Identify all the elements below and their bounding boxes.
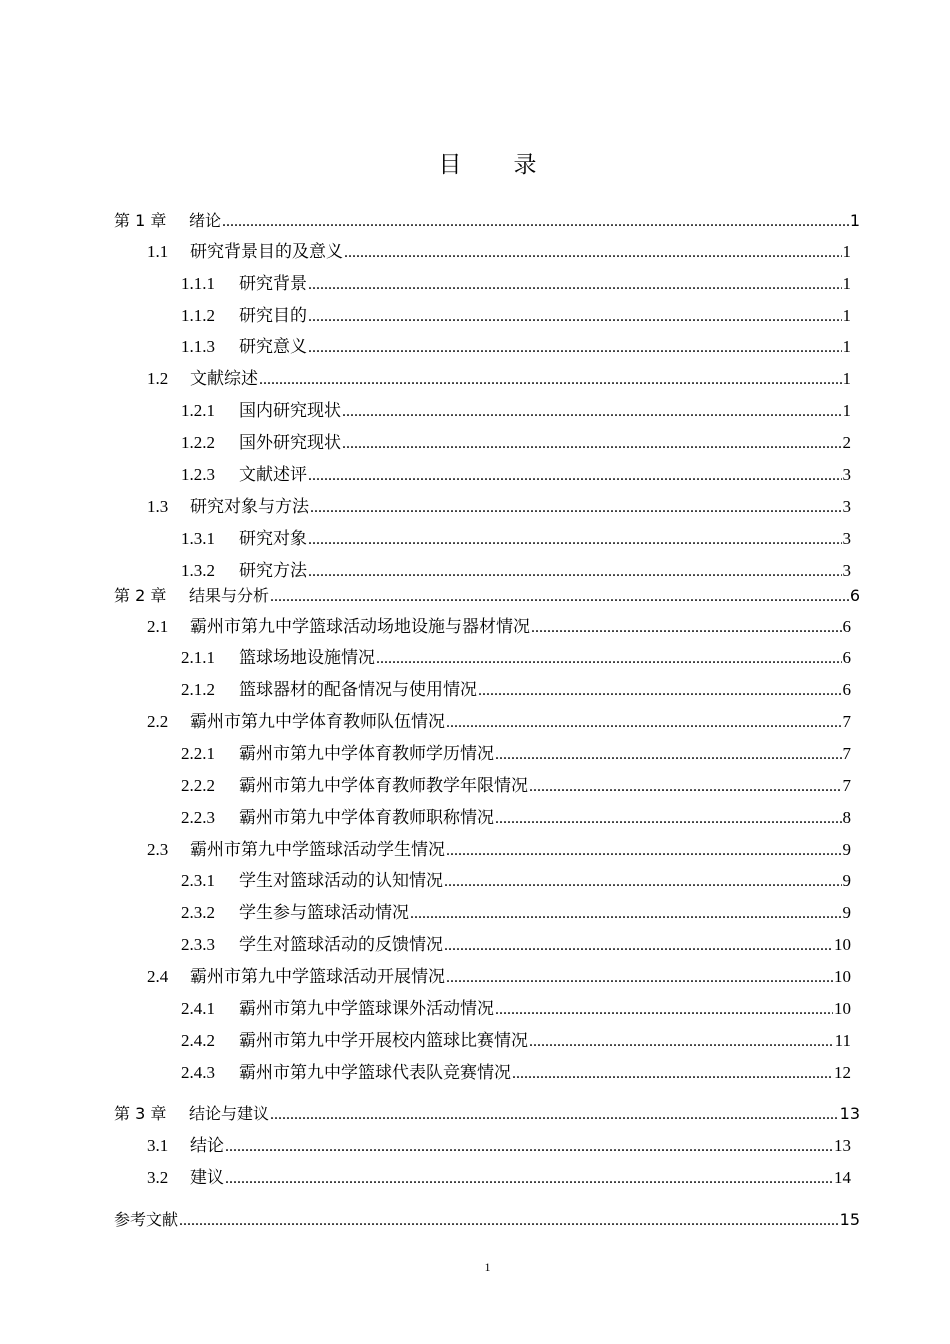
- toc-entry[interactable]: [181, 774, 851, 798]
- toc-entry[interactable]: [181, 933, 851, 957]
- leader-dots: [344, 240, 842, 265]
- toc-entry-page: 1: [842, 274, 851, 293]
- toc-entry-title: 研究方法: [239, 561, 307, 580]
- toc-entry-title: 研究目的: [239, 306, 307, 325]
- toc-entry-title: 结果与分析: [189, 586, 270, 605]
- toc-entry[interactable]: [181, 1029, 851, 1053]
- leader-dots: [446, 710, 842, 735]
- toc-entry-number: 2.2.1: [181, 744, 215, 763]
- toc-entry-number: 2.3.2: [181, 903, 215, 922]
- toc-entry-title: 建议: [190, 1168, 224, 1187]
- toc-entry-page: 1: [842, 242, 851, 261]
- leader-dots: [308, 527, 842, 552]
- toc-entry-number: 1.2.1: [181, 401, 215, 420]
- toc-entry-page: 9: [842, 871, 851, 890]
- toc-entry-page: 3: [842, 497, 851, 516]
- toc-entry-number: 1.1.3: [181, 337, 215, 356]
- toc-entry-number: 1.3.2: [181, 561, 215, 580]
- toc-entry-page: 1: [849, 211, 860, 230]
- toc-entry[interactable]: [181, 742, 851, 766]
- title-char: 录: [513, 152, 537, 178]
- toc-entry-title: 霸州市第九中学体育教师教学年限情况: [239, 776, 528, 795]
- toc-entry-number: 2.4: [147, 967, 169, 986]
- toc-entry-number: 2.2.3: [181, 808, 215, 827]
- leader-dots: [225, 1134, 833, 1159]
- toc-entry[interactable]: [147, 965, 851, 989]
- toc-entry-title: 研究背景: [239, 274, 307, 293]
- toc-entry-number: 2.3.1: [181, 871, 215, 890]
- toc-entry[interactable]: [181, 463, 851, 487]
- toc-entry-title: 篮球器材的配备情况与使用情况: [239, 680, 477, 699]
- leader-dots: [270, 584, 849, 609]
- leader-dots: [446, 965, 833, 990]
- leader-dots: [495, 997, 833, 1022]
- toc-entry-title: 结论与建议: [189, 1104, 270, 1123]
- leader-dots: [270, 1102, 839, 1127]
- toc-entry-page: 13: [839, 1104, 860, 1123]
- toc-entry[interactable]: [147, 1166, 851, 1190]
- leader-dots: [512, 1061, 833, 1086]
- toc-entry-number: 2.1.2: [181, 680, 215, 699]
- leader-dots: [225, 1166, 833, 1191]
- toc-entry-number: 3.2: [147, 1168, 169, 1187]
- toc-entry-title: 国外研究现状: [239, 433, 341, 452]
- toc-entry-number: 1.2: [147, 369, 169, 388]
- leader-dots: [179, 1208, 839, 1233]
- toc-entry-title: 霸州市第九中学篮球代表队竞赛情况: [239, 1063, 511, 1082]
- toc-entry-title: 文献综述: [190, 369, 258, 388]
- leader-dots: [222, 209, 849, 234]
- toc-entry[interactable]: [181, 399, 851, 423]
- toc-entry-number: 2.3.3: [181, 935, 215, 954]
- toc-entry-page: 6: [842, 617, 851, 636]
- toc-entry[interactable]: [181, 869, 851, 893]
- leader-dots: [259, 367, 842, 392]
- toc-entry[interactable]: [181, 527, 851, 551]
- toc-entry-page: 7: [842, 712, 851, 731]
- toc-entry-page: 11: [834, 1031, 851, 1050]
- toc-entry-page: 1: [842, 306, 851, 325]
- toc-entry-title: 研究背景目的及意义: [190, 242, 343, 261]
- toc-entry-page: 1: [842, 401, 851, 420]
- leader-dots: [308, 463, 842, 488]
- leader-dots: [478, 678, 842, 703]
- toc-entry-number: 第 3 章: [114, 1104, 167, 1123]
- toc-entry-number: 2.4.1: [181, 999, 215, 1018]
- toc-entry[interactable]: [181, 901, 851, 925]
- leader-dots: [410, 901, 842, 926]
- toc-entry-title: 研究意义: [239, 337, 307, 356]
- toc-entry-page: 6: [849, 586, 860, 605]
- toc-entry[interactable]: [114, 209, 860, 233]
- toc-entry-title: 参考文献: [114, 1210, 179, 1229]
- toc-entry-page: 13: [834, 1136, 851, 1155]
- leader-dots: [531, 615, 842, 640]
- toc-entry[interactable]: [181, 559, 851, 583]
- toc-entry[interactable]: [181, 431, 851, 455]
- leader-dots: [342, 399, 842, 424]
- toc-entry[interactable]: [147, 838, 851, 862]
- toc-entry-title: 结论: [190, 1136, 224, 1155]
- toc-entry-number: 第 2 章: [114, 586, 167, 605]
- toc-entry-title: 霸州市第九中学篮球活动开展情况: [190, 967, 445, 986]
- toc-entry-page: 9: [842, 903, 851, 922]
- toc-entry-number: 1.1.1: [181, 274, 215, 293]
- toc-entry-page: 6: [842, 648, 851, 667]
- toc-entry-title: 霸州市第九中学篮球活动场地设施与器材情况: [190, 617, 530, 636]
- leader-dots: [310, 495, 842, 520]
- toc-entry-title: 研究对象: [239, 529, 307, 548]
- toc-entry[interactable]: [181, 304, 851, 328]
- toc-entry-page: 2: [842, 433, 851, 452]
- leader-dots: [308, 559, 842, 584]
- leader-dots: [495, 806, 842, 831]
- toc-entry[interactable]: [147, 367, 851, 391]
- leader-dots: [444, 933, 833, 958]
- leader-dots: [308, 304, 842, 329]
- toc-entry-page: 14: [834, 1168, 851, 1187]
- toc-entry-title: 篮球场地设施情况: [239, 648, 375, 667]
- toc-entry-number: 1.1.2: [181, 306, 215, 325]
- toc-entry-title: 霸州市第九中学开展校内篮球比赛情况: [239, 1031, 528, 1050]
- toc-entry-page: 12: [834, 1063, 851, 1082]
- leader-dots: [529, 774, 842, 799]
- toc-entry-page: 1: [842, 337, 851, 356]
- toc-entry-page: 3: [842, 529, 851, 548]
- toc-entry-page: 3: [842, 465, 851, 484]
- toc-entry-number: 2.2.2: [181, 776, 215, 795]
- toc-entry[interactable]: [181, 678, 851, 702]
- toc-entry[interactable]: [147, 710, 851, 734]
- toc-entry[interactable]: [114, 584, 860, 608]
- toc-entry[interactable]: [181, 272, 851, 296]
- toc-entry-number: 2.4.3: [181, 1063, 215, 1082]
- leader-dots: [376, 646, 842, 671]
- toc-entry-number: 2.1: [147, 617, 169, 636]
- toc-entry[interactable]: [147, 615, 851, 639]
- toc-entry[interactable]: [147, 495, 851, 519]
- toc-entry[interactable]: [181, 335, 851, 359]
- toc-entry-page: 9: [842, 840, 851, 859]
- toc-entry-number: 1.2.2: [181, 433, 215, 452]
- toc-entry-number: 1.3.1: [181, 529, 215, 548]
- toc-entry-page: 10: [834, 999, 851, 1018]
- toc-entry-title: 学生对篮球活动的反馈情况: [239, 935, 443, 954]
- toc-entry-title: 霸州市第九中学体育教师学历情况: [239, 744, 494, 763]
- toc-entry[interactable]: [114, 1208, 860, 1232]
- leader-dots: [495, 742, 842, 767]
- toc-entry-page: 3: [842, 561, 851, 580]
- toc-entry-number: 2.2: [147, 712, 169, 731]
- toc-entry-page: 10: [834, 967, 851, 986]
- toc-entry-number: 1.3: [147, 497, 169, 516]
- toc-entry-page: 6: [842, 680, 851, 699]
- toc-entry[interactable]: [147, 240, 851, 264]
- toc-entry-number: 2.3: [147, 840, 169, 859]
- toc-entry[interactable]: [181, 1061, 851, 1085]
- toc-entry-title: 学生对篮球活动的认知情况: [239, 871, 443, 890]
- leader-dots: [444, 869, 842, 894]
- toc-entry-title: 文献述评: [239, 465, 307, 484]
- leader-dots: [308, 335, 842, 360]
- toc-entry-number: 3.1: [147, 1136, 169, 1155]
- toc-entry[interactable]: [114, 1102, 860, 1126]
- toc-entry-number: 2.4.2: [181, 1031, 215, 1050]
- toc-entry-number: 第 1 章: [114, 211, 167, 230]
- toc-entry[interactable]: [181, 806, 851, 830]
- page-number: 1: [484, 1260, 491, 1274]
- title-char: 目: [438, 152, 462, 178]
- toc-entry-title: 霸州市第九中学篮球课外活动情况: [239, 999, 494, 1018]
- toc-entry-number: 1.2.3: [181, 465, 215, 484]
- toc-entry-page: 8: [842, 808, 851, 827]
- leader-dots: [529, 1029, 834, 1054]
- toc-entry-page: 1: [842, 369, 851, 388]
- toc-entry-page: 7: [842, 776, 851, 795]
- toc-entry[interactable]: [181, 997, 851, 1021]
- toc-entry-title: 绪论: [189, 211, 222, 230]
- page-title: [0, 146, 950, 179]
- toc-entry[interactable]: [181, 646, 851, 670]
- toc-entry-title: 霸州市第九中学体育教师队伍情况: [190, 712, 445, 731]
- leader-dots: [308, 272, 842, 297]
- toc-entry-title: 霸州市第九中学体育教师职称情况: [239, 808, 494, 827]
- leader-dots: [446, 838, 842, 863]
- toc-entry-title: 研究对象与方法: [190, 497, 309, 516]
- toc-entry-number: 1.1: [147, 242, 169, 261]
- toc-entry-number: 2.1.1: [181, 648, 215, 667]
- toc-entry-title: 国内研究现状: [239, 401, 341, 420]
- toc-entry-page: 10: [834, 935, 851, 954]
- toc-entry-page: 7: [842, 744, 851, 763]
- leader-dots: [342, 431, 842, 456]
- toc-entry-page: 15: [839, 1210, 860, 1229]
- toc-entry[interactable]: [147, 1134, 851, 1158]
- toc-entry-title: 霸州市第九中学篮球活动学生情况: [190, 840, 445, 859]
- toc-entry-title: 学生参与篮球活动情况: [239, 903, 409, 922]
